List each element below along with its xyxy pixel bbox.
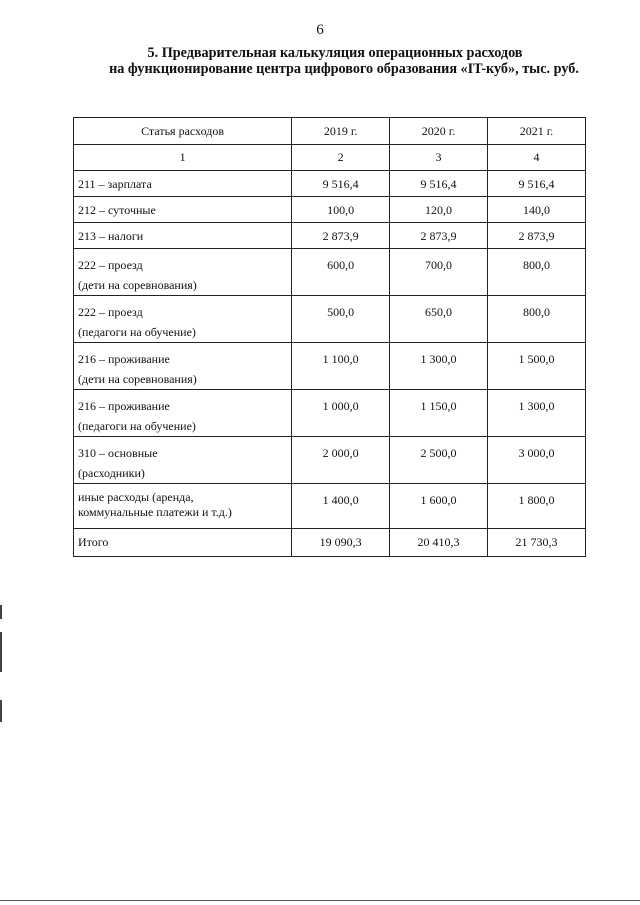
value-2019: 1 000,0 (292, 390, 390, 437)
column-number: 2 (292, 145, 390, 171)
row-item-code: 222 – проезд (78, 258, 143, 272)
column-number-row (74, 145, 586, 171)
row-item (74, 343, 292, 390)
value-2020: 2 500,0 (390, 437, 488, 484)
row-item-note: (педагоги на обучение) (78, 419, 196, 433)
row-item (74, 249, 292, 296)
table-row (74, 484, 586, 529)
heading-line-2: на функционирование центра цифрового образования «IT-куб», тыс. руб. (109, 61, 579, 77)
value-2020: 1 150,0 (390, 390, 488, 437)
value-2019: 1 400,0 (292, 484, 390, 529)
table-row (74, 343, 586, 390)
value-2021: 2 873,9 (488, 223, 586, 249)
column-header-2019: 2019 г. (292, 118, 390, 145)
column-number: 1 (74, 145, 292, 171)
value-2021: 9 516,4 (488, 171, 586, 197)
row-item: 213 – налоги (74, 223, 292, 249)
row-item-code: 216 – проживание (78, 399, 170, 413)
value-2019: 9 516,4 (292, 171, 390, 197)
value-2021: 3 000,0 (488, 437, 586, 484)
row-item: 212 – суточные (74, 197, 292, 223)
value-2019: 2 873,9 (292, 223, 390, 249)
row-item (74, 437, 292, 484)
value-2019: 600,0 (292, 249, 390, 296)
value-2021: 1 300,0 (488, 390, 586, 437)
section-heading (60, 45, 610, 77)
expense-table (73, 117, 586, 557)
row-item-note: (дети на соревнования) (78, 278, 197, 292)
scan-margin-mark (0, 605, 2, 619)
value-2021: 140,0 (488, 197, 586, 223)
row-item-note: (педагоги на обучение) (78, 325, 196, 339)
value-2020: 9 516,4 (390, 171, 488, 197)
row-item-code: 310 – основные (78, 446, 158, 460)
column-header-2020: 2020 г. (390, 118, 488, 145)
value-2020: 120,0 (390, 197, 488, 223)
value-2019: 1 100,0 (292, 343, 390, 390)
column-number: 3 (390, 145, 488, 171)
row-item-note: (дети на соревнования) (78, 372, 197, 386)
value-2020: 1 600,0 (390, 484, 488, 529)
value-2020: 1 300,0 (390, 343, 488, 390)
table-row (74, 249, 586, 296)
value-2021: 1 500,0 (488, 343, 586, 390)
row-item-note: (расходники) (78, 466, 145, 480)
row-item (74, 390, 292, 437)
column-header-2021: 2021 г. (488, 118, 586, 145)
total-2021: 21 730,3 (488, 529, 586, 557)
total-2020: 20 410,3 (390, 529, 488, 557)
value-2019: 2 000,0 (292, 437, 390, 484)
page-number: 6 (316, 22, 324, 38)
value-2020: 2 873,9 (390, 223, 488, 249)
value-2021: 1 800,0 (488, 484, 586, 529)
row-item-code: 222 – проезд (78, 305, 143, 319)
table-row (74, 223, 586, 249)
total-row (74, 529, 586, 557)
heading-line-1: 5. Предварительная калькуляция операционных расходов (147, 45, 523, 61)
table-row (74, 197, 586, 223)
row-item-note: коммунальные платежи и т.д.) (78, 505, 232, 519)
value-2019: 100,0 (292, 197, 390, 223)
table-row (74, 390, 586, 437)
table-header-row (74, 118, 586, 145)
total-label: Итого (74, 529, 292, 557)
value-2021: 800,0 (488, 249, 586, 296)
total-2019: 19 090,3 (292, 529, 390, 557)
value-2019: 500,0 (292, 296, 390, 343)
table-row (74, 296, 586, 343)
value-2020: 650,0 (390, 296, 488, 343)
value-2020: 700,0 (390, 249, 488, 296)
column-header-item: Статья расходов (74, 118, 292, 145)
row-item: 211 – зарплата (74, 171, 292, 197)
row-item (74, 296, 292, 343)
scan-margin-mark (0, 632, 2, 672)
table-row (74, 437, 586, 484)
column-number: 4 (488, 145, 586, 171)
row-item-code: 216 – проживание (78, 352, 170, 366)
row-item (74, 484, 292, 529)
value-2021: 800,0 (488, 296, 586, 343)
scan-margin-mark (0, 700, 2, 722)
table-row (74, 171, 586, 197)
row-item-code: иные расходы (аренда, (78, 490, 194, 504)
scan-bottom-edge (0, 900, 640, 901)
